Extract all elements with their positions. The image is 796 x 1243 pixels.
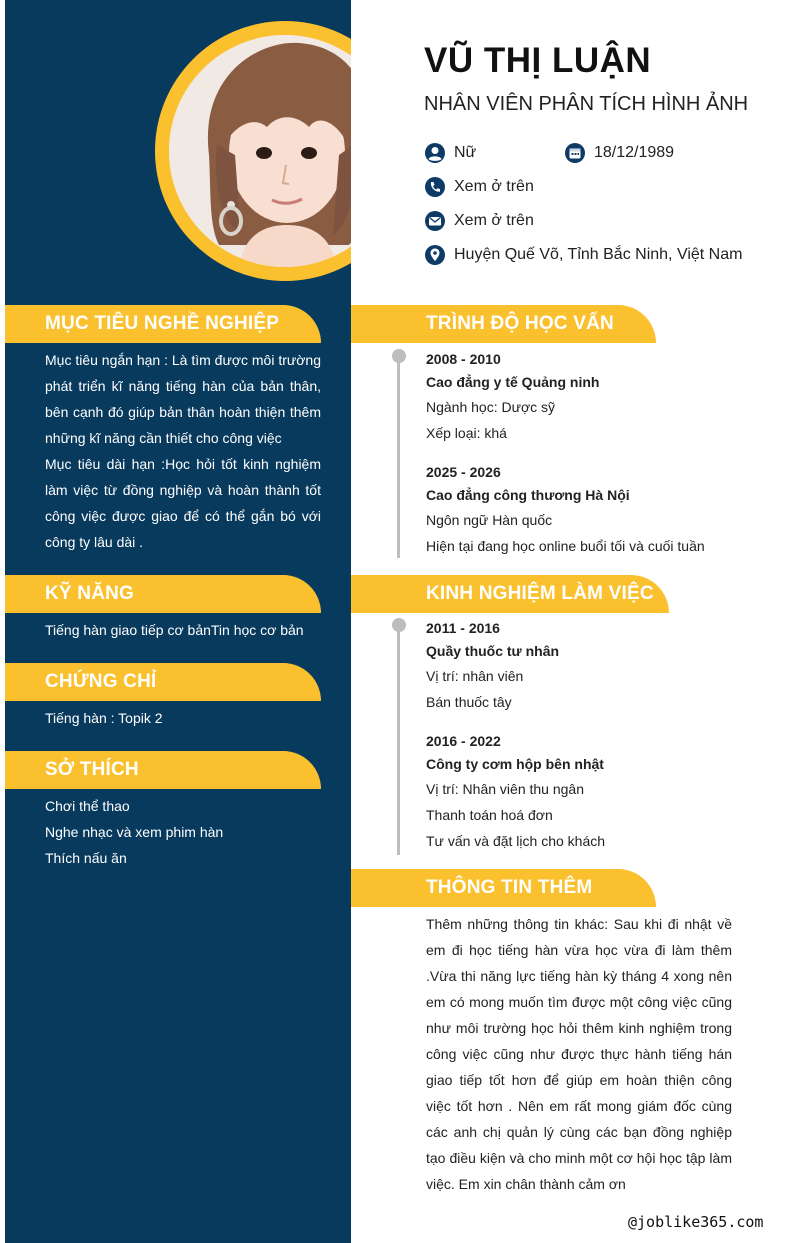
photo-edge-mask — [351, 0, 431, 290]
objective-short-term: Mục tiêu ngắn hạn : Là tìm được môi trường phát triển kĩ năng tiếng hàn của bản thân, bên cạnh đó giúp bản thân hoàn thiện thêm những kĩ năng cần thiết cho công việc — [45, 352, 322, 446]
education-timeline-dot — [392, 349, 406, 363]
birthdate-value: 18/12/1989 — [594, 144, 675, 161]
experience-timeline-dot — [392, 618, 406, 632]
objective-long-term: Mục tiêu dài hạn :Học hỏi tốt kinh nghiệm làm việc từ đồng nghiệp và hoàn thành tốt công việc được giao để có thể gắn bó với công ty lâu dài . — [45, 456, 321, 550]
hobbies-list — [45, 793, 321, 871]
education-detail: Ngôn ngữ Hàn quốc — [426, 512, 553, 528]
email-value: Xem ở trên — [454, 212, 534, 229]
extra-info-heading-bar — [351, 869, 656, 907]
skills-text: Tiếng hàn giao tiếp cơ bảnTin học cơ bản — [45, 622, 304, 638]
experience-period: 2011 - 2016 — [426, 620, 500, 636]
extra-info-text: Thêm những thông tin khác: Sau khi đi nhật về em đi học tiếng hàn vừa học vừa đi làm thêm .Vừa thi năng lực tiếng hàn kỳ tháng 4 xong nên em có mong muốn tìm được một công việc cũng như môi trường học hỏi thêm kinh nghiệm trong công việc cũng như được thực hành tiếng hán giao tiếp tốt hơn để giúp em hoàn thiện công việc tốt hơn . Nên em rất mong giám đốc cùng các anh chị quản lý cùng các bạn đồng nghiệp tạo điều kiện và cho minh một cơ hội học tập làm việc. Em xin chân thành cảm ơn — [426, 916, 732, 1192]
skills-heading-bar — [5, 575, 321, 613]
hobbies-heading: SỞ THÍCH — [45, 759, 139, 780]
objective-heading: MỤC TIÊU NGHỀ NGHIỆP — [45, 313, 280, 334]
experience-detail: Bán thuốc tây — [426, 694, 512, 710]
experience-detail: Thanh toán hoá đơn — [426, 807, 553, 823]
education-period: 2025 - 2026 — [426, 464, 501, 480]
candidate-name: VŨ THỊ LUẬN — [424, 41, 652, 80]
watermark: @joblike365.com — [628, 1213, 764, 1231]
experience-entry — [426, 617, 746, 715]
certificates-text: Tiếng hàn : Topik 2 — [45, 710, 163, 726]
experience-detail: Tư vấn và đặt lịch cho khách — [426, 833, 606, 849]
hobby-item: Nghe nhạc và xem phim hàn — [45, 824, 224, 840]
address-row — [424, 244, 742, 266]
hobbies-heading-bar — [5, 751, 321, 789]
birthdate-row — [564, 142, 674, 164]
user-circle-icon — [424, 142, 446, 164]
education-entry — [426, 348, 746, 446]
location-pin-icon — [424, 244, 446, 266]
experience-entry — [426, 730, 746, 854]
experience-company: Quầy thuốc tư nhân — [426, 643, 560, 659]
objective-heading-bar — [5, 305, 321, 343]
education-detail: Hiện tại đang học online buổi tối và cuối tuần — [426, 538, 705, 554]
objective-text — [45, 347, 321, 555]
email-row — [424, 210, 534, 232]
extra-info-heading: THÔNG TIN THÊM — [426, 877, 593, 898]
gender-value: Nữ — [454, 144, 477, 161]
education-detail: Xếp loại: khá — [426, 425, 507, 441]
skills-heading: KỸ NĂNG — [45, 583, 135, 604]
envelope-icon — [424, 210, 446, 232]
experience-detail: Vị trí: nhân viên — [426, 668, 524, 684]
phone-row — [424, 176, 534, 198]
education-heading-bar — [351, 305, 656, 343]
experience-heading-bar — [351, 575, 669, 613]
certificates-heading-bar — [5, 663, 321, 701]
education-timeline — [397, 356, 400, 558]
hobby-item: Thích nấu ăn — [45, 850, 127, 866]
gender-row — [424, 142, 476, 164]
phone-icon — [424, 176, 446, 198]
experience-detail: Vị trí: Nhân viên thu ngân — [426, 781, 584, 797]
experience-timeline — [397, 625, 400, 855]
hobby-item: Chơi thể thao — [45, 798, 130, 814]
calendar-icon — [564, 142, 586, 164]
education-heading: TRÌNH ĐỘ HỌC VẤN — [426, 313, 614, 334]
certificates-heading: CHỨNG CHỈ — [45, 671, 157, 692]
education-school: Cao đẳng công thương Hà Nội — [426, 487, 630, 503]
experience-period: 2016 - 2022 — [426, 733, 501, 749]
education-period: 2008 - 2010 — [426, 351, 501, 367]
experience-heading: KINH NGHIỆM LÀM VIỆC — [426, 583, 654, 604]
phone-value: Xem ở trên — [454, 178, 534, 195]
education-detail: Ngành học: Dược sỹ — [426, 399, 556, 415]
experience-company: Công ty cơm hộp bên nhật — [426, 756, 604, 772]
address-value: Huyện Quế Võ, Tỉnh Bắc Ninh, Việt Nam — [454, 246, 743, 263]
education-entry — [426, 461, 746, 559]
job-title: NHÂN VIÊN PHÂN TÍCH HÌNH ẢNH — [424, 93, 749, 115]
education-school: Cao đẳng y tế Quảng ninh — [426, 374, 600, 390]
